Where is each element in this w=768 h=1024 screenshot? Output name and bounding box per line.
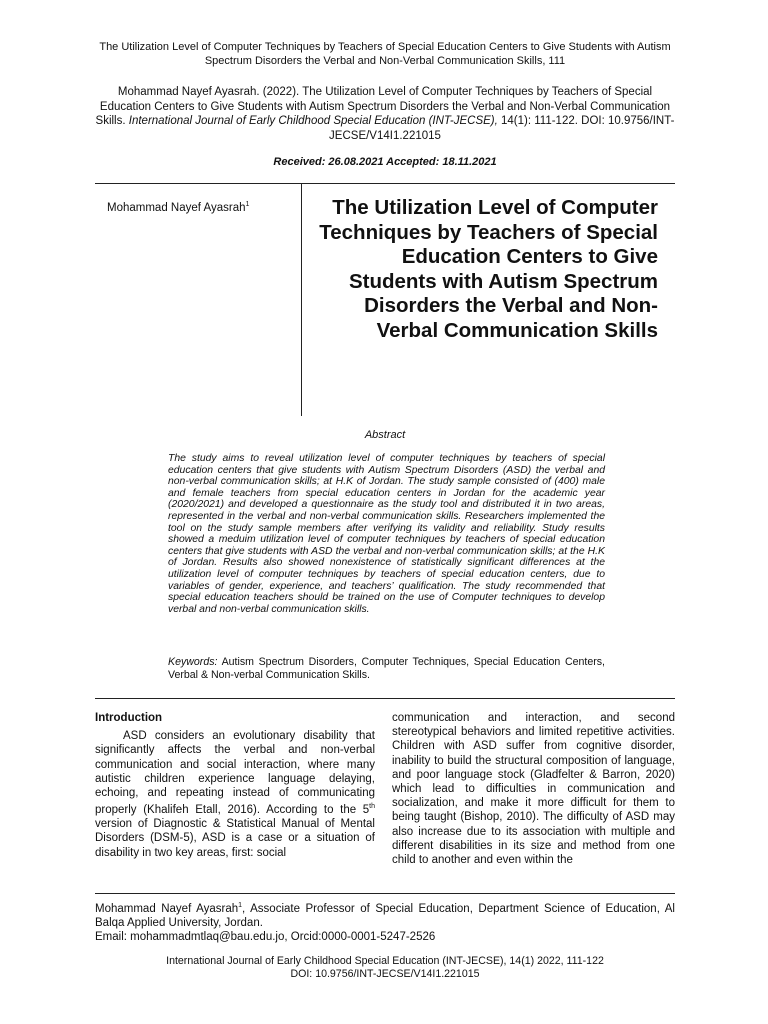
author-name xyxy=(107,201,249,214)
introduction-continued: communication and interaction, and second stereotypical behaviors and limited repetitive activities. Children with ASD suffer from cognitive disorder, inability to build the structural composition of language, and poor language stock (Gladfelter & Barron, 2020) which lead to difficulties in communication and socialization, and make it more difficult for them to being taught (Bishop, 2010). The difficulty of ASD may also increase due to its association with multiple and different disabilities in its size and method from one child to another and even within the xyxy=(392,712,675,867)
keywords-text: Autism Spectrum Disorders, Computer Techniques, Special Education Centers, Verbal & Non-verbal Communication Skills. xyxy=(168,656,605,681)
author-name-text: Mohammad Nayef Ayasrah xyxy=(107,201,246,214)
affiliation-contact: Email: mohammadmtlaq@bau.edu.jo, Orcid:0000-0001-5247-2526 xyxy=(95,931,436,944)
citation-details: 14(1): 111-122. DOI: 10.9756/INT-JECSE/V14I1.221015 xyxy=(329,115,675,142)
right-column xyxy=(392,711,675,867)
intro-sup: th xyxy=(369,803,375,811)
footer-line-1: International Journal of Early Childhood Special Education (INT-JECSE), 14(1) 2022, 111-122 xyxy=(166,955,604,967)
section-divider xyxy=(95,698,675,699)
introduction-heading: Introduction xyxy=(95,712,163,724)
running-head: The Utilization Level of Computer Techniques by Teachers of Special Education Centers to Give Students with Autism Spectrum Disorders the Verbal and Non-Verbal Communication Skills, 111 xyxy=(99,41,671,67)
introduction-paragraph xyxy=(95,729,375,860)
left-column xyxy=(95,711,375,860)
title-divider xyxy=(301,184,302,416)
top-divider xyxy=(95,183,675,184)
footer-line-2: DOI: 10.9756/INT-JECSE/V14I1.221015 xyxy=(290,968,480,980)
citation-text: Mohammad Nayef Ayasrah. (2022). The Utilization Level of Computer Techniques by Teachers of Special Education Centers to Give Students with Autism Spectrum Disorders the Verbal and Non-Verbal Communication Skills. xyxy=(95,86,671,127)
article-title: The Utilization Level of Computer Techniques by Teachers of Special Education Centers to Give Students with Autism Spectrum Disorders the Verbal and Non-Verbal Communication Skills xyxy=(319,196,658,342)
keywords-label: Keywords: xyxy=(168,656,218,668)
affiliation-name: Mohammad Nayef Ayasrah xyxy=(95,902,239,915)
keywords xyxy=(168,656,605,682)
received-accepted-dates: Received: 26.08.2021 Accepted: 18.11.2021 xyxy=(273,156,497,168)
abstract-body: The study aims to reveal utilization level of computer techniques by teachers of special education centers that give students with Autism Spectrum Disorders (ASD) the verbal and non-verbal communication skills; at H.K of Jordan. The study sample consisted of (400) male and female teachers from special education centers in Jordan for the academic year (2020/2021) and developed a questionnaire as the study tool and distributed it in two areas, represented in the verbal and non-verbal communication skills. Researchers implemented the tool on the study sample members after verifying its validity and reliability. Study results showed a meduim utilization level of computer techniques by teachers of special education centers that give students with ASD the verbal and non-verbal communication skills; at the H.K of Jordan. Results also showed nonexistence of statistically significant differences at the utilization level of computer techniques by teachers of special education centers, due to variables of gender, experience, and teachers’ qualification. The study recommended that special education teachers should be trained on the use of Computer techniques to develop verbal and non-verbal communication skills. xyxy=(168,453,605,615)
journal-footer xyxy=(95,955,675,981)
author-sup: 1 xyxy=(245,201,250,208)
citation-journal: International Journal of Early Childhood Special Education (INT-JECSE), xyxy=(128,115,498,127)
citation xyxy=(95,85,675,143)
intro-text-pre: ASD considers an evolutionary disability that significantly affects the verbal and non-verbal communication and social interaction, where many autistic children experience language delaying, echoing, and repeating instead of communicating properly (Khalifeh Etall, 2016). According to the 5 xyxy=(95,730,375,817)
affiliation-sup: 1 xyxy=(238,902,243,909)
footnote-divider xyxy=(95,893,675,894)
abstract-heading: Abstract xyxy=(364,429,406,441)
author-affiliation xyxy=(95,899,675,944)
intro-text-post: version of Diagnostic & Statistical Manual of Mental Disorders (DSM-5), ASD is a case or a situation of disability in two key areas, first: social xyxy=(95,818,375,859)
affiliation-rest: , Associate Professor of Special Education, Department Science of Education, Al Balqa Applied University, Jordan. xyxy=(95,902,675,930)
